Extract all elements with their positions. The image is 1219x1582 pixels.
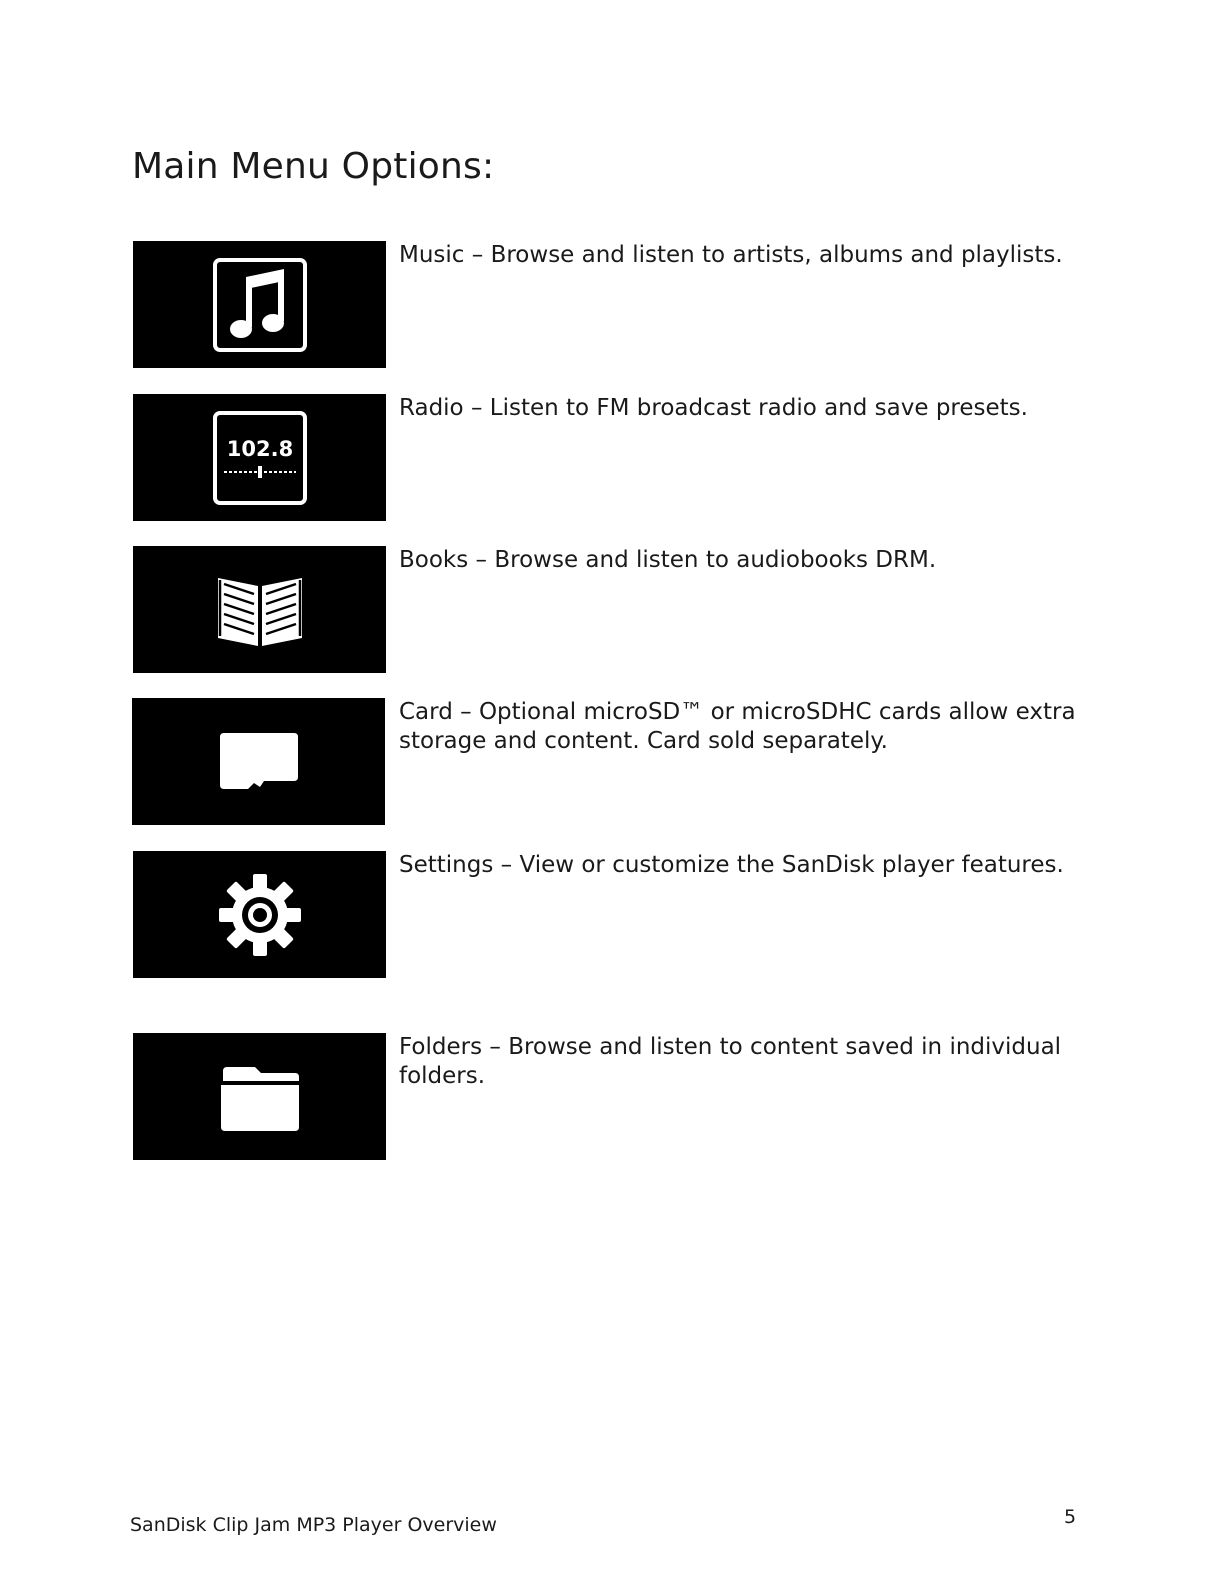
card-tile bbox=[132, 698, 385, 825]
menu-item-name: Radio bbox=[399, 395, 464, 421]
menu-item-name: Card bbox=[399, 699, 453, 725]
sd-card-icon bbox=[214, 727, 304, 797]
menu-item-text: Browse and listen to audiobooks DRM. bbox=[494, 547, 937, 573]
gear-icon bbox=[215, 870, 305, 960]
radio-tile bbox=[133, 394, 386, 521]
menu-item-description: Card – Optional microSD™ or microSDHC cards allow extra storage and content. Card sold separately. bbox=[399, 699, 1076, 754]
folders-tile bbox=[133, 1033, 386, 1160]
menu-item-name: Music bbox=[399, 242, 465, 268]
books-tile bbox=[133, 546, 386, 673]
settings-tile bbox=[133, 851, 386, 978]
footer-title: SanDisk Clip Jam MP3 Player Overview bbox=[130, 1514, 497, 1536]
radio-icon bbox=[210, 408, 310, 508]
menu-item-name: Settings bbox=[399, 852, 494, 878]
page-number: 5 bbox=[1064, 1506, 1077, 1528]
radio-frequency: 102.8 bbox=[226, 436, 293, 461]
menu-item-text: Browse and listen to content saved in individual folders. bbox=[399, 1034, 1062, 1089]
menu-item-description: Radio – Listen to FM broadcast radio and save presets. bbox=[399, 395, 1028, 421]
menu-item-text: Browse and listen to artists, albums and playlists. bbox=[490, 242, 1063, 268]
folder-icon bbox=[215, 1057, 305, 1137]
menu-item-text: Optional microSD™ or microSDHC cards allow extra storage and content. Card sold separately. bbox=[399, 699, 1076, 754]
book-icon bbox=[210, 570, 310, 650]
music-tile bbox=[133, 241, 386, 368]
music-note-icon bbox=[210, 255, 310, 355]
menu-item-description: Music – Browse and listen to artists, albums and playlists. bbox=[399, 242, 1063, 268]
menu-item-name: Folders bbox=[399, 1034, 483, 1060]
menu-item-description: Settings – View or customize the SanDisk player features. bbox=[399, 852, 1064, 878]
page-title: Main Menu Options: bbox=[132, 146, 495, 187]
menu-item-name: Books bbox=[399, 547, 469, 573]
menu-item-description: Books – Browse and listen to audiobooks DRM. bbox=[399, 547, 937, 573]
menu-item-text: View or customize the SanDisk player features. bbox=[519, 852, 1064, 878]
menu-item-text: Listen to FM broadcast radio and save presets. bbox=[489, 395, 1028, 421]
menu-item-description: Folders – Browse and listen to content saved in individual folders. bbox=[399, 1034, 1062, 1089]
